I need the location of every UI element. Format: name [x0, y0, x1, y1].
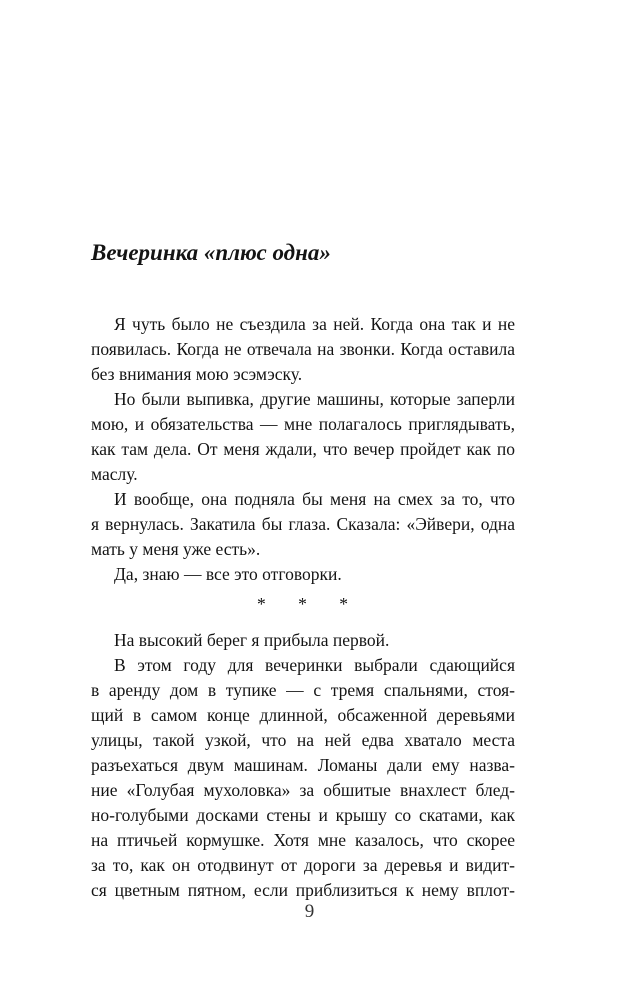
text-line: Но были выпивка, другие машины, которые заперли — [114, 389, 515, 409]
text-line: в аренду дом в тупике — с тремя спальнями, стоя- — [91, 680, 515, 700]
text-line: ся цветным пятном, если приблизиться к нему вплот- — [91, 880, 515, 900]
text-line: мою, и обязательства — мне полагалось приглядывать, — [91, 414, 515, 434]
text-line: Да, знаю — все это отговорки. — [114, 564, 342, 584]
text-line: щий в самом конце длинной, обсаженной деревьями — [91, 705, 515, 725]
text-line: В этом году для вечеринки выбрали сдающийся — [114, 655, 515, 675]
text-line: на птичьей кормушке. Хотя мне казалось, что скорее — [91, 830, 515, 850]
text-line: ние «Голубая мухоловка» за обшитые внахлест блед- — [91, 780, 515, 800]
text-line: улицы, такой узкой, что на ней едва хватало места — [91, 730, 515, 750]
text-line: И вообще, она подняла бы меня на смех за то, что — [114, 489, 515, 509]
section-separator: * * * — [257, 594, 362, 614]
text-line: Я чуть было не съездила за ней. Когда она так и не — [114, 314, 515, 334]
text-line: без внимания мою эсэмэску. — [91, 364, 303, 384]
text-line: как там дела. От меня ждали, что вечер пройдет как по — [91, 439, 515, 459]
text-line: появилась. Когда не отвечала на звонки. Когда оставила — [91, 339, 515, 359]
chapter-title: Вечеринка «плюс одна» — [91, 240, 331, 265]
text-line: за то, как он отодвинут от дороги за деревья и видит- — [91, 855, 515, 875]
text-line: На высокий берег я прибыла первой. — [114, 630, 390, 650]
text-line: маслу. — [91, 464, 138, 484]
text-line: я вернулась. Закатила бы глаза. Сказала: «Эйвери, одна — [91, 514, 515, 534]
page-number: 9 — [304, 901, 315, 922]
text-line: разъехаться двум машинам. Ломаны дали ему назва- — [91, 755, 515, 775]
text-line: но-голубыми досками стены и крышу со скатами, как — [91, 805, 515, 825]
text-line: мать у меня уже есть». — [91, 539, 261, 559]
